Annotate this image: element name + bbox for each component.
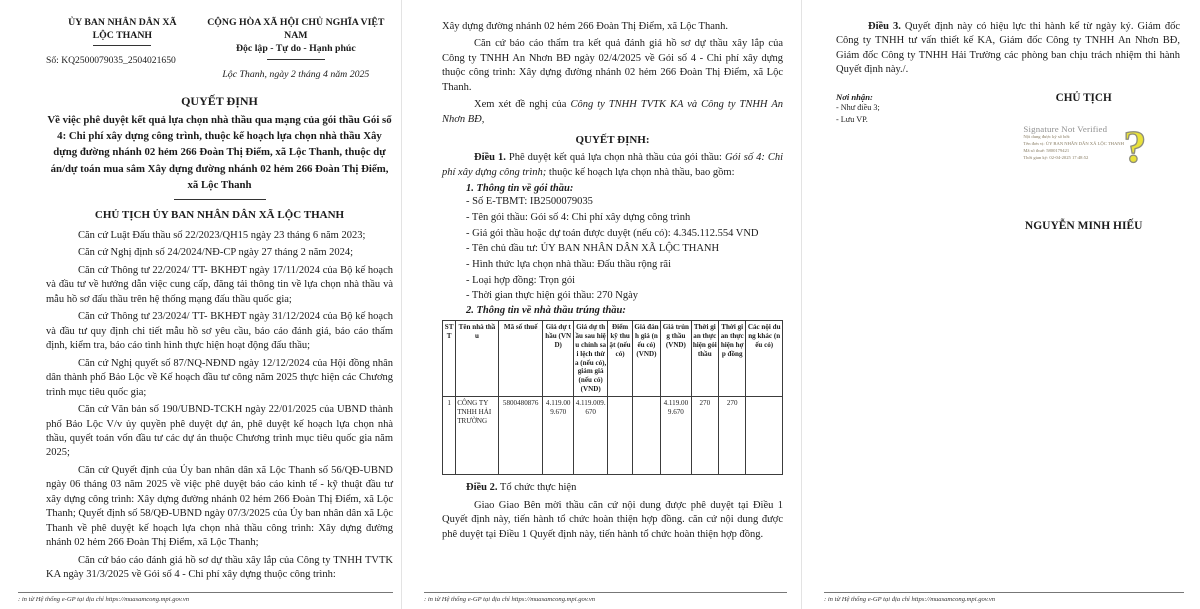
section-1-heading: 1. Thông tin về gói thầu:: [466, 183, 574, 195]
issuing-org-block: [46, 16, 199, 80]
package-info-item: - Hình thức lựa chọn nhà thầu: Đấu thầu rộng rãi: [466, 259, 671, 271]
xem-xet-prefix: Xem xét đề nghị của: [474, 99, 571, 111]
decision-title: QUYẾT ĐỊNH: [181, 93, 258, 108]
page3-footer: [802, 592, 1200, 603]
recipients-heading: Nơi nhận:: [836, 91, 873, 102]
legal-basis-paragraph: Căn cứ báo cáo đánh giá hồ sơ dự thầu xây lắp của Công ty TNHH TVTK KA ngày 31/3/2025 về Gói số 4 - Chi phí xây dựng thuộc công trình:: [46, 554, 393, 581]
cell-diem-ky-thuat: [608, 397, 632, 475]
footer-rule: [824, 592, 1184, 593]
chairman-heading: CHỦ TỊCH ỦY BAN NHÂN DÂN XÃ LỘC THANH: [94, 208, 345, 221]
legal-basis-paragraph: Căn cứ Thông tư 23/2024/ TT- BKHĐT ngày 31/12/2024 của Bộ kế hoạch và đầu tư quy định chi tiết mẫu hồ sơ yêu cầu, báo cáo đánh giá, báo cáo thẩm định, kiểm tra, báo cáo tình hình thực hiện hoạt động đấu thầu;: [46, 311, 393, 352]
continuation-line: Xây dựng đường nhánh 02 hẻm 266 Đoàn Thị Điểm, xã Lộc Thanh.: [442, 21, 728, 32]
title-divider: [174, 199, 266, 200]
recipient-item: - Như điều 3;: [836, 102, 880, 112]
page-1: [0, 0, 401, 609]
col-header-tg-hop-dong: Thời gian thực hiện hợp đồng: [718, 321, 745, 397]
article-3-label: Điều 3.: [868, 21, 901, 32]
signature-detail-line: Nội dung được ký số bởi:: [1023, 133, 1071, 139]
document-number: Số: KQ2500079035_2504021650: [46, 55, 176, 67]
cell-gia-du-thau: 4.119.009.670: [543, 397, 573, 475]
package-info-item: - Số E-TBMT: IB2500079035: [466, 196, 593, 208]
cell-ten-nha-thau: CÔNG TY TNHH HẢI TRƯỜNG: [456, 397, 499, 475]
org-name-line2: LỘC THANH: [92, 30, 153, 42]
signature-detail-line: Thời gian ký: 02-04-2025 17:48:52: [1023, 154, 1089, 160]
place-date: Lộc Thanh, ngày 2 tháng 4 năm 2025: [222, 68, 370, 80]
recipients-block: [836, 92, 987, 232]
article-1-text-post: thuộc kế hoạch lựa chọn nhà thầu, bao gồm:: [546, 166, 735, 178]
package-info-item: - Thời gian thực hiện gói thầu: 270 Ngày: [466, 290, 639, 302]
national-motto-line2: Độc lập - Tự do - Hạnh phúc: [235, 43, 356, 55]
page2-footer: [402, 592, 801, 603]
signature-status-text: Signature Not Verified: [1023, 123, 1108, 134]
cell-ma-so-thue: 5800480876: [498, 397, 543, 475]
decision-subtitle: Về việc phê duyệt kết quả lựa chọn nhà thầu qua mạng của gói thầu Gói số 4: Chi phí xây dựng công trình, thuộc kế hoạch lựa chọn nhà thầu Xây dựng đường nhánh 02 hẻm 266 Đoàn Thị Điểm, xã Lộc Thanh, thuộc dự án/dự toán mua sắm Xây dựng đường nhánh 02 hẻm 266 Đoàn Thị Điểm, xã Lộc Thanh: [47, 113, 392, 192]
section-2-heading: 2. Thông tin về nhà thầu trúng thầu:: [466, 305, 626, 317]
legal-basis-paragraph: Căn cứ Nghị định số 24/2024/NĐ-CP ngày 27 tháng 2 năm 2024;: [78, 247, 354, 259]
col-header-gia-sau-hieu-chinh: Giá dự thầu sau hiệu chỉnh sai lệch thừa (nếu có), giảm giá (nếu có) (VND): [573, 321, 608, 397]
cell-tg-goi-thau: 270: [691, 397, 718, 475]
package-info-item: - Tên gói thầu: Gói số 4: Chi phí xây dựng công trình: [466, 212, 691, 224]
winning-bidder-table: [442, 320, 783, 475]
page-3: [801, 0, 1200, 609]
cell-noi-dung-khac: [746, 397, 783, 475]
legal-basis-paragraph: Căn cứ Văn bản số 190/UBND-TCKH ngày 22/01/2025 của UBND thành phố Bảo Lộc V/v ủy quyền phê duyệt dự án, phê duyệt kế hoạch lựa chọn nhà thầu, quyết toán vốn đầu tư các dự án thuộc Chương trình mục tiêu quốc gia năm 2025;: [46, 404, 393, 459]
decision-heading: QUYẾT ĐỊNH:: [575, 134, 650, 147]
cell-gia-sau-hieu-chinh: 4.119.009.670: [573, 397, 608, 475]
signature-detail-line: Tên đơn vị: ỦY BAN NHÂN DÂN XÃ LỘC THANH: [1023, 140, 1124, 146]
cell-gia-danh-gia: [632, 397, 660, 475]
article-3-text: Quyết định này có hiệu lực thi hành kể từ ngày ký. Giám đốc Công ty TNHH tư vấn thiết kế KA, Giám đốc Công ty TNHH An Nhơn BĐ, Giám đốc Công ty TNHH Hải Trường các phòng ban chịu trách nhiệm thi hành Quyết định này./.: [836, 21, 1180, 76]
digital-signature-stamp: [1023, 120, 1200, 172]
article-1: [442, 151, 783, 180]
signoff-row: [836, 92, 1180, 232]
signature-detail-line: Mã số thuế: 5800179421: [1023, 147, 1070, 153]
cell-tg-hop-dong: 270: [718, 397, 745, 475]
col-header-stt: STT: [443, 321, 456, 397]
article-2-label: Điều 2.: [466, 482, 498, 494]
xem-xet-companies: Công ty TNHH TVTK KA và Công ty TNHH An Nhơn BĐ,: [442, 99, 783, 125]
table-header-row: [443, 321, 783, 397]
col-header-noi-dung-khac: Các nội dung khác (nếu có): [746, 321, 783, 397]
page1-header: [46, 16, 393, 80]
legal-basis-paragraph: Căn cứ Thông tư 22/2024/ TT- BKHĐT ngày 17/11/2024 của Bộ kế hoạch và đầu tư về hướng dẫn việc cung cấp, đăng tải thông tin về lựa chọn nhà thầu và mẫu hồ sơ đấu thầu trên hệ thống mạng đấu thầu quốc gia;: [46, 264, 393, 305]
package-info-item: - Giá gói thầu hoặc dự toán được duyệt (nếu có): 4.345.112.554 VND: [466, 227, 759, 239]
footer-note: : in từ Hệ thống e-GP tại địa chỉ https://muasamcong.mpi.gov.vn: [824, 596, 996, 603]
org-underline: [93, 45, 151, 46]
org-name-line1: ỦY BAN NHÂN DÂN XÃ: [68, 17, 177, 28]
legal-basis-paragraph: Căn cứ Nghị quyết số 87/NQ-NĐND ngày 12/12/2024 của Hội đồng nhân dân thành phố Bảo Lộc về Kế hoạch đầu tư công năm 2025 thực hiện các Chương trình mục tiêu quốc gia;: [46, 357, 393, 398]
package-info-item: - Loại hợp đồng: Trọn gói: [466, 274, 576, 286]
page-2: [401, 0, 801, 609]
footer-note: : in từ Hệ thống e-GP tại địa chỉ https://muasamcong.mpi.gov.vn: [18, 596, 190, 603]
table-row: [443, 397, 783, 475]
national-motto-line1: CỘNG HÒA XÃ HỘI CHỦ NGHĨA VIỆT NAM: [207, 17, 385, 42]
footer-note: : in từ Hệ thống e-GP tại địa chỉ https://muasamcong.mpi.gov.vn: [424, 596, 596, 603]
article-1-label: Điều 1.: [474, 152, 506, 164]
col-header-tg-goi-thau: Thời gian thực hiện gói thầu: [691, 321, 718, 397]
article-1-package: Gói số 4: Chi phí xây dựng công trình;: [442, 152, 783, 178]
col-header-gia-danh-gia: Giá đánh giá (nếu có) (VND): [632, 321, 660, 397]
col-header-ma-so-thue: Mã số thuế: [498, 321, 543, 397]
signature-question-mark-icon: ?: [1123, 120, 1147, 172]
col-header-diem-ky-thuat: Điểm kỹ thuật (nếu có): [608, 321, 632, 397]
article-2-body: Giao Giao Bên mời thầu căn cứ nội dung được phê duyệt tại Điều 1 Quyết định này, tiến hành tổ chức hoàn thiện hợp đồng. căn cứ nội dung được phê duyệt tại Điều 1 Quyết định này, tiến hành tổ chức hoàn thiện hợp đồng.: [442, 499, 783, 540]
col-header-ten-nha-thau: Tên nhà thầu: [456, 321, 499, 397]
tham-tra-paragraph: Căn cứ báo cáo thẩm tra kết quả đánh giá hồ sơ dự thầu xây lắp của Công ty TNHH An Nhơn BĐ ngày 02/4/2025 về Gói số 4 - Chi phí xây dựng thuộc công trình: Xây dựng đường nhánh 02 hẻm 266 Đoàn Thị Điểm, xã Lộc Thanh.: [442, 38, 783, 93]
col-header-gia-du-thau: Giá dự thầu (VND): [543, 321, 573, 397]
signer-title: CHỦ TỊCH: [1055, 91, 1112, 104]
article-2-text: Tổ chức thực hiện: [497, 482, 577, 494]
national-motto-block: [199, 16, 393, 80]
signature-column: [987, 92, 1180, 232]
article-2: [442, 481, 783, 495]
package-info-item: - Tên chủ đầu tư: ỦY BAN NHÂN DÂN XÃ LỘC THANH: [466, 243, 720, 255]
footer-rule: [424, 592, 787, 593]
article-1-text-pre: Phê duyệt kết quả lựa chọn nhà thầu của gói thầu:: [505, 152, 725, 164]
recipient-item: - Lưu VP.: [836, 114, 868, 124]
signer-name: NGUYỄN MINH HIẾU: [1024, 219, 1143, 232]
xem-xet-paragraph: [442, 98, 783, 127]
article-3: [836, 20, 1180, 78]
motto-underline: [267, 59, 325, 60]
legal-basis-paragraph: Căn cứ Quyết định của Ủy ban nhân dân xã Lộc Thanh số 56/QĐ-UBND ngày 06 tháng 03 năm 2025 về việc phê duyệt báo cáo kinh tế - kỹ thuật đầu tư xây dựng công trình: Xây dựng đường nhánh 02 hẻm 266 Đoàn Thị Điểm, xã Lộc Thanh; Quyết định số 58/QĐ-UBND ngày 07/3/2025 của Ủy ban nhân dân xã Lộc Thanh về phê duyệt kế hoạch lựa chọn nhà thầu công trình: Xây dựng đường nhánh 02 hẻm 266 Đoàn Thị Điểm, xã Lộc Thanh;: [46, 464, 393, 549]
cell-gia-trung-thau: 4.119.009.670: [661, 397, 691, 475]
cell-stt: 1: [443, 397, 456, 475]
footer-rule: [18, 592, 393, 593]
col-header-gia-trung-thau: Giá trúng thầu (VND): [661, 321, 691, 397]
page1-footer: [0, 592, 401, 603]
legal-basis-paragraph: Căn cứ Luật Đấu thầu số 22/2023/QH15 ngày 23 tháng 6 năm 2023;: [78, 229, 366, 241]
